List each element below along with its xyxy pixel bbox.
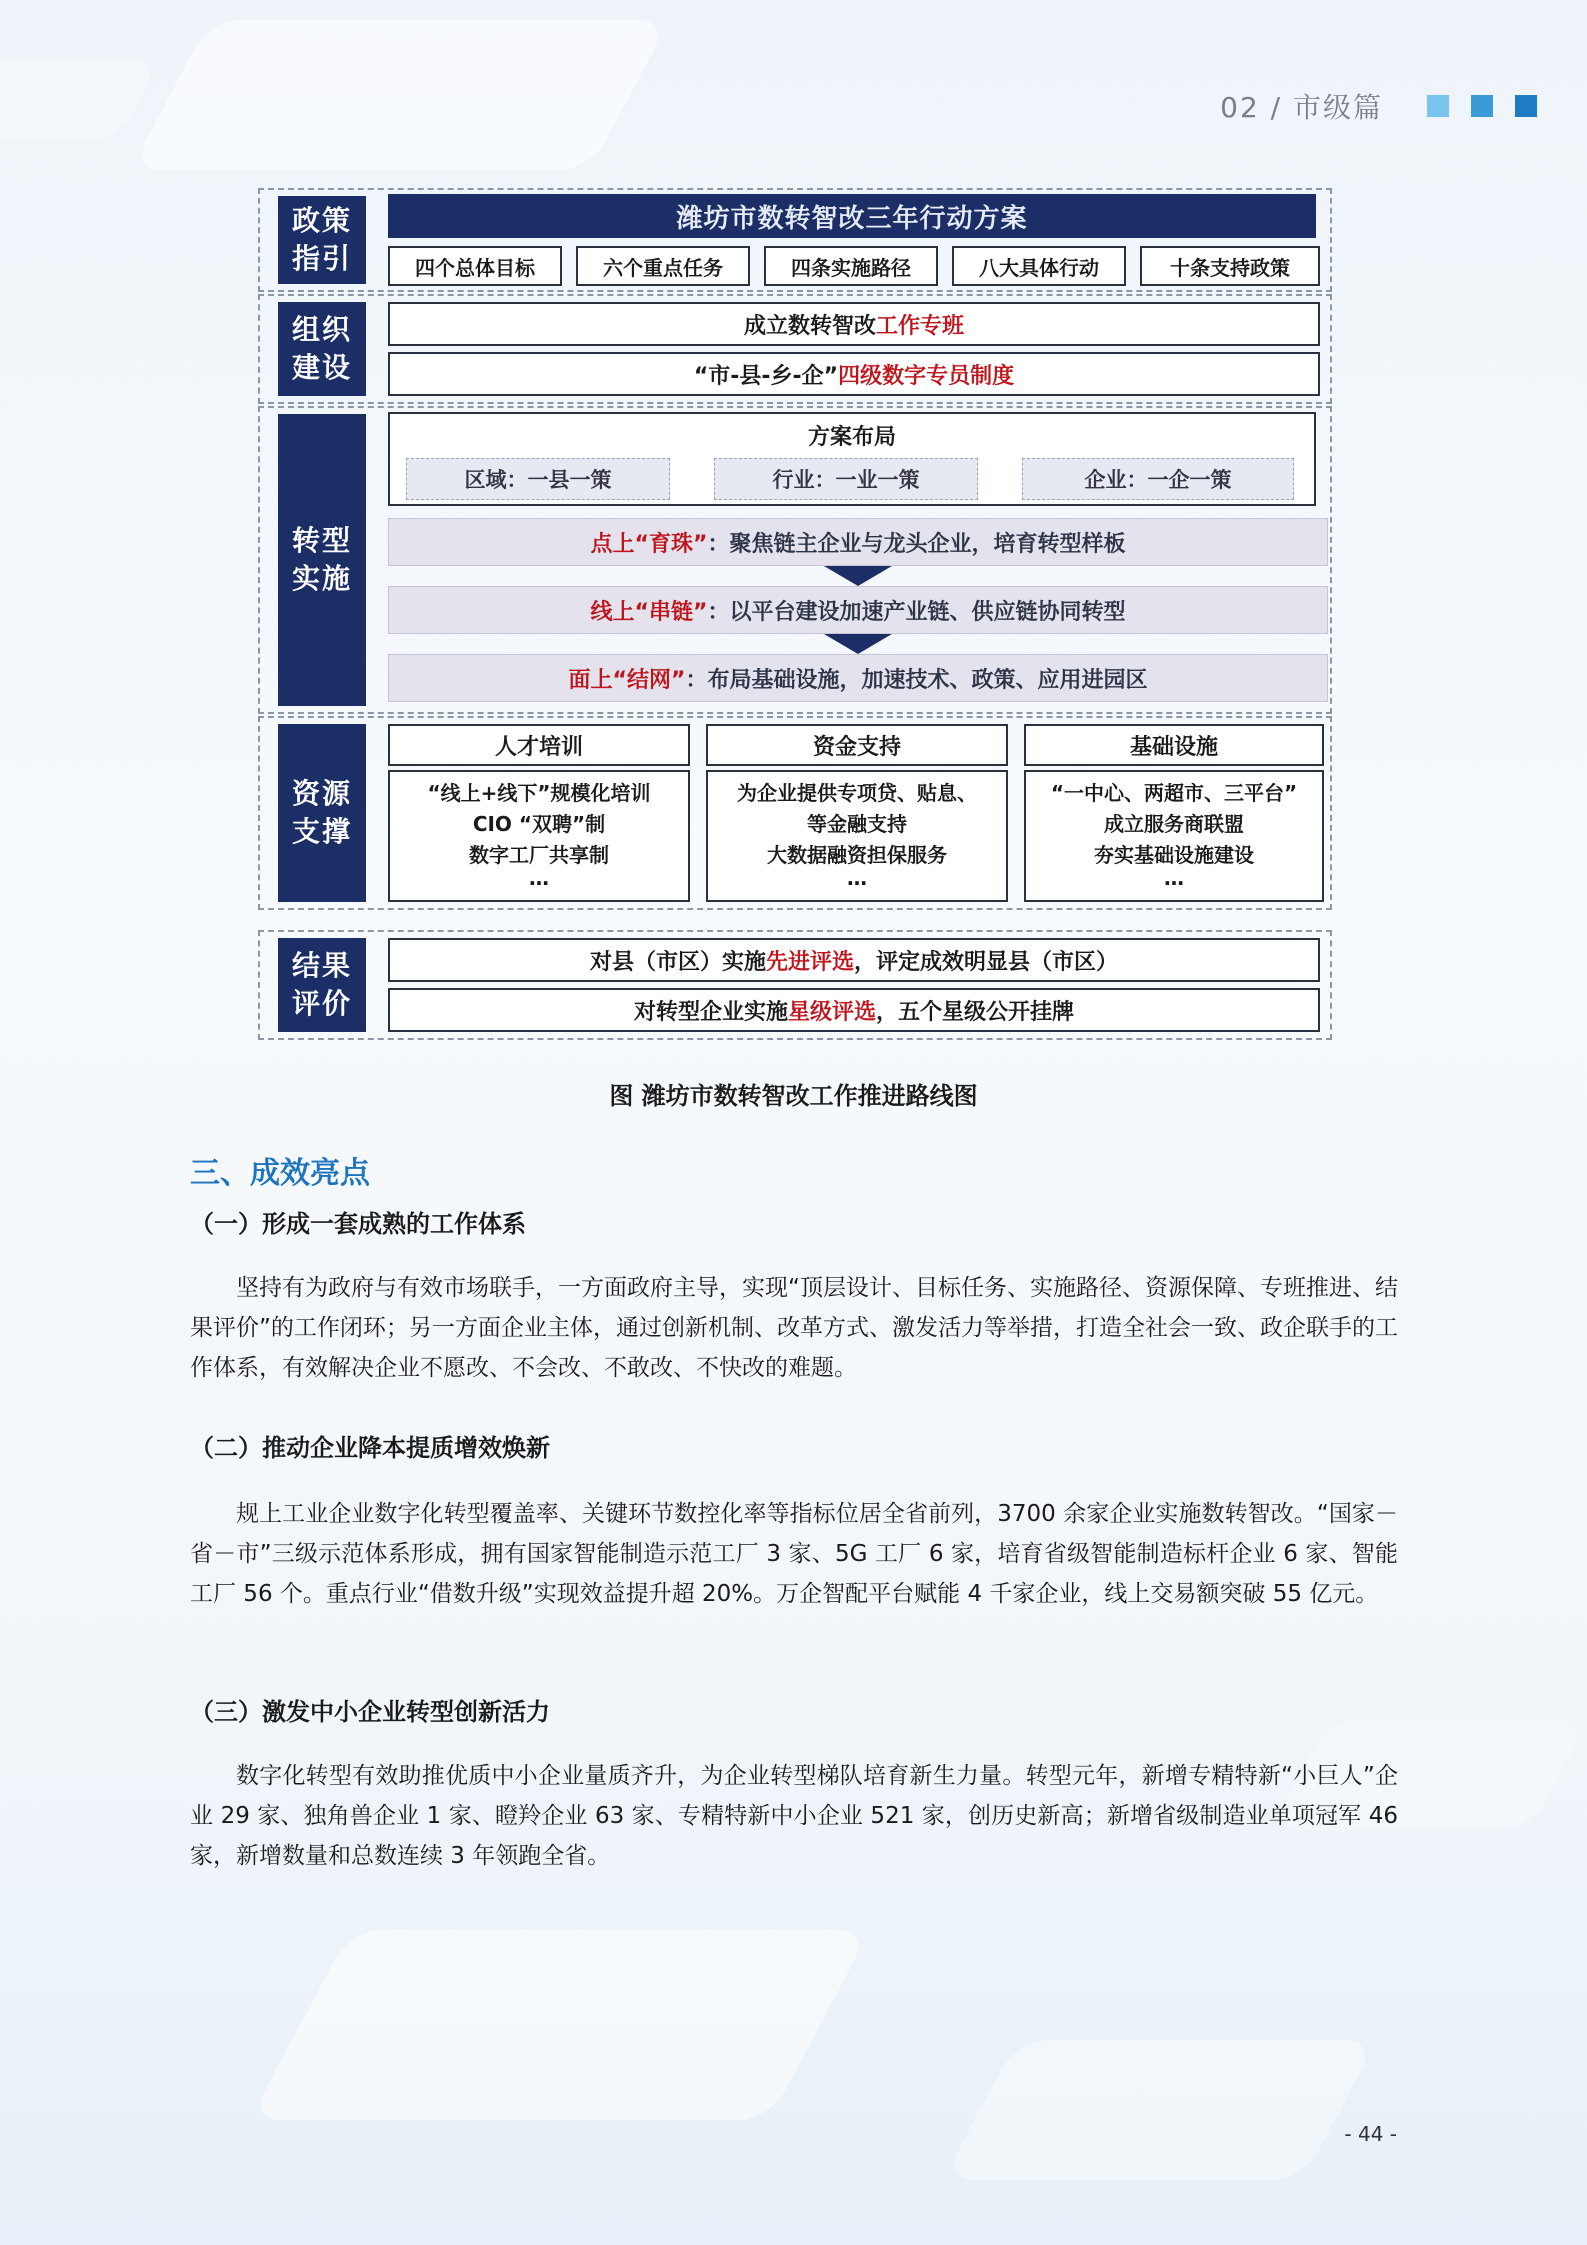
policy-sidebar: 政策指引 bbox=[278, 196, 366, 284]
org-section bbox=[258, 294, 1332, 404]
policy-item: 十条支持政策 bbox=[1140, 246, 1320, 286]
background-shape bbox=[943, 2040, 1377, 2180]
org-line: “市-县-乡-企” 四级数字专员制度 bbox=[388, 352, 1320, 396]
subsection-title: （三）激发中小企业转型创新活力 bbox=[190, 1698, 550, 1726]
background-shape bbox=[0, 60, 161, 140]
square-icon bbox=[1471, 95, 1493, 117]
body-paragraph: 数字化转型有效助推优质中小企业量质齐升，为企业转型梯队培育新生力量。转型元年，新增专精特新“小巨人”企业 29 家、独角兽企业 1 家、瞪羚企业 63 家、专精特新中小企业 521 家，创历史新高；新增省级制造业单项冠军 46 家，新增数量和总数连续 3 年领跑全省。 bbox=[190, 1763, 1398, 1869]
policy-item: 四条实施路径 bbox=[764, 246, 938, 286]
resource-detail-box: 为企业提供专项贷、贴息、 等金融支持 大数据融资担保服务 … bbox=[706, 770, 1008, 902]
background-shape bbox=[130, 20, 670, 170]
implementation-sidebar: 转型实施 bbox=[278, 414, 366, 706]
figure-caption: 图 潍坊市数转智改工作推进路线图 bbox=[609, 1082, 978, 1110]
plan-layout-box: 方案布局 bbox=[388, 412, 1316, 506]
section-title: 三、成效亮点 bbox=[190, 1156, 370, 1191]
policy-item: 六个重点任务 bbox=[576, 246, 750, 286]
page-header bbox=[1220, 86, 1537, 126]
implementation-section bbox=[258, 406, 1332, 714]
chapter-label: 02 / 市级篇 bbox=[1220, 91, 1383, 124]
down-arrow-icon bbox=[824, 566, 892, 586]
subsection-title: （二）推动企业降本提质增效焕新 bbox=[190, 1434, 550, 1462]
result-line: 对县（市区）实施 先进评选 ，评定成效明显县（市区） bbox=[388, 938, 1320, 982]
roadmap-figure bbox=[258, 188, 1330, 1038]
result-section bbox=[258, 930, 1332, 1040]
line-strategy-row: 线上“串链” ：以平台建设加速产业链、供应链协同转型 bbox=[388, 586, 1328, 634]
result-sidebar: 结果评价 bbox=[278, 938, 366, 1032]
resource-column-title: 资金支持 bbox=[706, 724, 1008, 766]
plan-item: 行业：一业一策 bbox=[714, 458, 978, 500]
result-line: 对转型企业实施 星级评选 ，五个星级公开挂牌 bbox=[388, 988, 1320, 1032]
subsection-title: （一）形成一套成熟的工作体系 bbox=[190, 1210, 526, 1238]
plan-item: 区域：一县一策 bbox=[406, 458, 670, 500]
policy-section bbox=[258, 188, 1332, 292]
resource-column-title: 基础设施 bbox=[1024, 724, 1324, 766]
resource-detail-box: “一中心、两超市、三平台” 成立服务商联盟 夯实基础设施建设 … bbox=[1024, 770, 1324, 902]
plan-title-bar: 潍坊市数转智改三年行动方案 bbox=[388, 194, 1316, 238]
policy-item: 四个总体目标 bbox=[388, 246, 562, 286]
body-paragraph: 规上工业企业数字化转型覆盖率、关键环节数控化率等指标位居全省前列，3700 余家企业实施数转智改。“国家－省－市”三级示范体系形成，拥有国家智能制造示范工厂 3 家、5G 工厂 6 家，培育省级智能制造标杆企业 6 家、智能工厂 56 个。重点行业“借数升级”实现效益提升超 20%。万企智配平台赋能 4 千家企业，线上交易额突破 55 亿元。 bbox=[190, 1501, 1398, 1607]
org-line: 成立数转智改 工作专班 bbox=[388, 302, 1320, 346]
surface-strategy-row: 面上“结网” ：布局基础设施，加速技术、政策、应用进园区 bbox=[388, 654, 1328, 702]
point-strategy-row: 点上“育珠” ：聚焦链主企业与龙头企业，培育转型样板 bbox=[388, 518, 1328, 566]
down-arrow-icon bbox=[824, 634, 892, 654]
page-number: - 44 - bbox=[1344, 2122, 1397, 2146]
policy-item: 八大具体行动 bbox=[952, 246, 1126, 286]
resource-column-title: 人才培训 bbox=[388, 724, 690, 766]
square-icon bbox=[1515, 95, 1537, 117]
resource-section bbox=[258, 716, 1332, 910]
org-sidebar: 组织建设 bbox=[278, 302, 366, 396]
body-paragraph: 坚持有为政府与有效市场联手，一方面政府主导，实现“顶层设计、目标任务、实施路径、资源保障、专班推进、结果评价”的工作闭环；另一方面企业主体，通过创新机制、改革方式、激发活力等举措，打造全社会一致、政企联手的工作体系，有效解决企业不愿改、不会改、不敢改、不快改的难题。 bbox=[190, 1275, 1398, 1381]
square-icon bbox=[1427, 95, 1449, 117]
resource-sidebar: 资源支撑 bbox=[278, 724, 366, 902]
plan-item: 企业：一企一策 bbox=[1022, 458, 1294, 500]
resource-detail-box: “线上+线下”规模化培训 CIO “双聘”制 数字工厂共享制 … bbox=[388, 770, 690, 902]
background-shape bbox=[249, 1930, 870, 2120]
